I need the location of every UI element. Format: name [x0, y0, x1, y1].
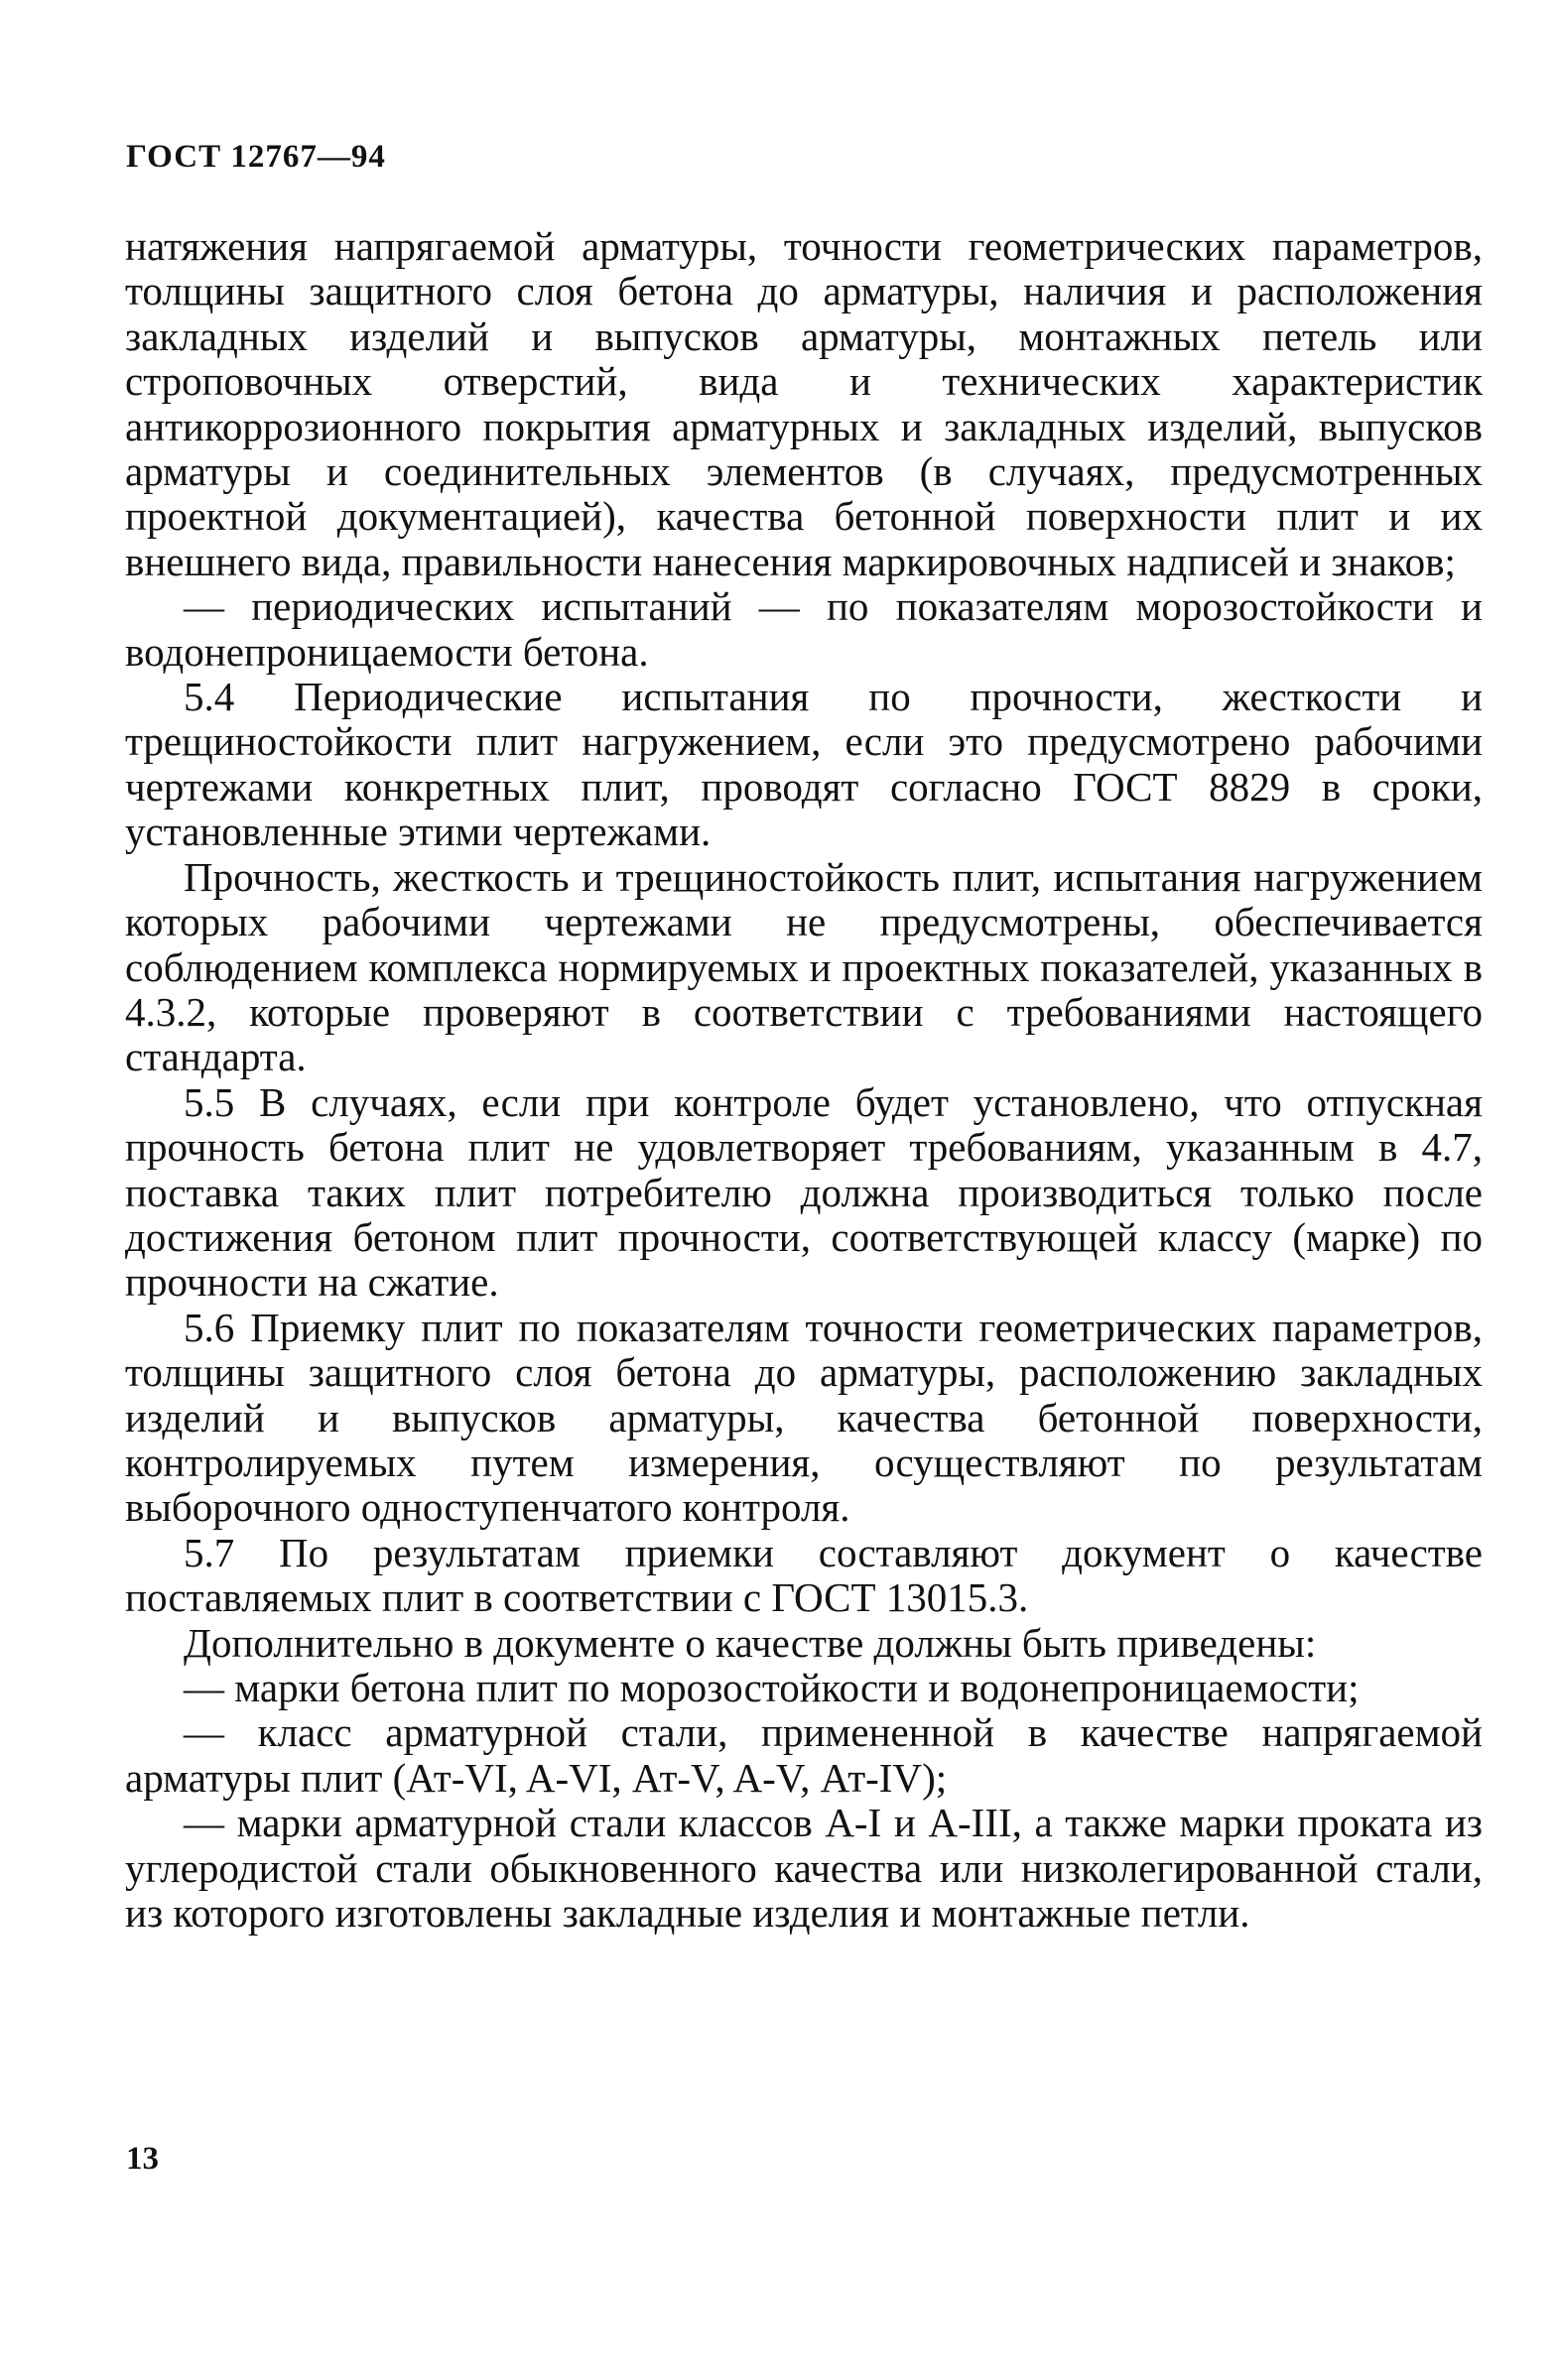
paragraph: 5.6 Приемку плит по показателям точности геометрических параметров, толщины защитного слоя бетона до арматуры, расположению закладных изделий и выпусков арматуры, качества бетонной поверхности, контролируемых путем измерения, осуществляют по результатам выборочного одноступенчатого контроля. [125, 1304, 1483, 1531]
paragraph: — марки арматурной стали классов A-I и A-III, а также марки проката из углеродистой стали обыкновенного качества или низколегированной стали, из которого изготовлены закладные изделия и монтажные петли. [125, 1800, 1483, 1937]
paragraph: натяжения напрягаемой арматуры, точности геометрических параметров, толщины защитного слоя бетона до арматуры, наличия и расположения закладных изделий и выпусков арматуры, монтажных петель или строповочных отверстий, вида и технических характеристик антикоррозионного покрытия арматурных и закладных изделий, выпусков арматуры и соединительных элементов (в случаях, предусмотренных проектной документацией), качества бетонной поверхности плит и их внешнего вида, правильности нанесения маркировочных надписей и знаков; [125, 223, 1483, 584]
paragraph: — марки бетона плит по морозостойкости и водонепроницаемости; [184, 1665, 1360, 1710]
document-body [125, 224, 1483, 1936]
paragraph: — класс арматурной стали, примененной в качестве напрягаемой арматуры плит (Ат-VI, A-VI, Ат-V, A-V, Ат-IV); [125, 1709, 1483, 1801]
paragraph: 5.5 В случаях, если при контроле будет установлено, что отпускная прочность бетона плит не удовлетворяет требованиям, указанным в 4.7, поставка таких плит потребителю должна производиться только после достижения бетоном плит прочности, соответствующей классу (марке) по прочности на сжатие. [125, 1078, 1483, 1306]
paragraph: Прочность, жесткость и трещиностойкость плит, испытания нагружением которых рабочими чертежами не предусмотрены, обеспечивается соблюдением комплекса нормируемых и проектных показателей, указанных в 4.3.2, которые проверяют в соответствии с требованиями настоящего стандарта. [125, 853, 1483, 1080]
paragraph: 5.7 По результатам приемки составляют документ о качестве поставляемых плит в соответствии с ГОСТ 13015.3. [125, 1529, 1483, 1621]
paragraph: Дополнительно в документе о качестве должны быть приведены: [184, 1619, 1317, 1666]
paragraph: 5.4 Периодические испытания по прочности, жесткости и трещиностойкости плит нагружением, если это предусмотрено рабочими чертежами конкретных плит, проводят согласно ГОСТ 8829 в сроки, установленные этими чертежами. [125, 674, 1483, 855]
page-number: 13 [126, 2141, 159, 2177]
paragraph: — периодических испытаний — по показателям морозостойкости и водонепроницаемости бетона. [125, 583, 1483, 675]
document-header: ГОСТ 12767—94 [126, 139, 386, 175]
